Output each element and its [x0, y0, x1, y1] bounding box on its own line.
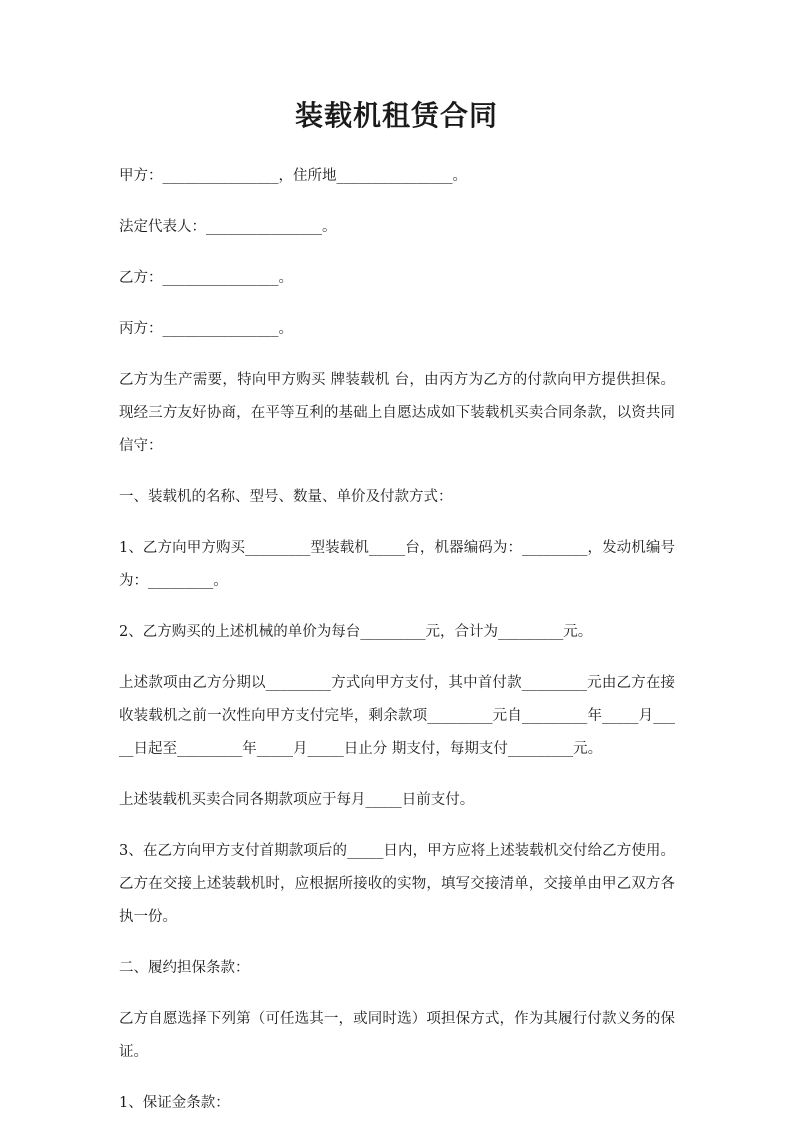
clause-guarantee-choice: 乙方自愿选择下列第（可任选其一，或同时选）项担保方式，作为其履行付款义务的保证。: [119, 1011, 675, 1060]
clause-payment-deadline: 上述装载机买卖合同各期款项应于每月_____日前支付。: [119, 792, 475, 808]
clause-1-1: 1、乙方向甲方购买_________型装载机_____台，机器编码为：_________，发动机编号为：_________。: [119, 540, 675, 589]
clause-1-2: 2、乙方购买的上述机械的单价为每台_________元，合计为_________元。: [119, 624, 593, 640]
section-heading-1: 一、装载机的名称、型号、数量、单价及付款方式：: [119, 489, 453, 505]
clause-1-3: 3、在乙方向甲方支付首期款项后的_____日内，甲方应将上述装载机交付给乙方使用。乙方在交接上述装载机时，应根据所接收的实物，填写交接清单，交接单由甲乙双方各执一份。: [119, 843, 675, 925]
document-body: [119, 160, 675, 1138]
paragraph-preamble: 乙方为生产需要，特向甲方购买 牌装载机 台，由丙方为乙方的付款向甲方提供担保。现经三方友好协商，在平等互利的基础上自愿达成如下装载机买卖合同条款，以资共同信守：: [119, 372, 675, 454]
paragraph-party-a: 甲方：________________，住所地________________。: [119, 168, 467, 184]
section-heading-2: 二、履约担保条款：: [119, 960, 250, 976]
clause-2-1: 1、保证金条款：: [119, 1095, 230, 1111]
clause-payment-terms: 上述款项由乙方分期以_________方式向甲方支付，其中首付款_________元由乙方在接收装载机之前一次性向甲方支付完毕，剩余款项_________元自_________年_____月_____日起至_________年_____月_____日止分 期支付，每期支付_________元。: [119, 675, 675, 757]
paragraph-party-b: 乙方：________________。: [119, 270, 293, 286]
document-title: 装载机租赁合同: [294, 99, 498, 132]
paragraph-legal-representative: 法定代表人：________________。: [119, 219, 337, 235]
paragraph-party-c: 丙方：________________。: [119, 321, 293, 337]
